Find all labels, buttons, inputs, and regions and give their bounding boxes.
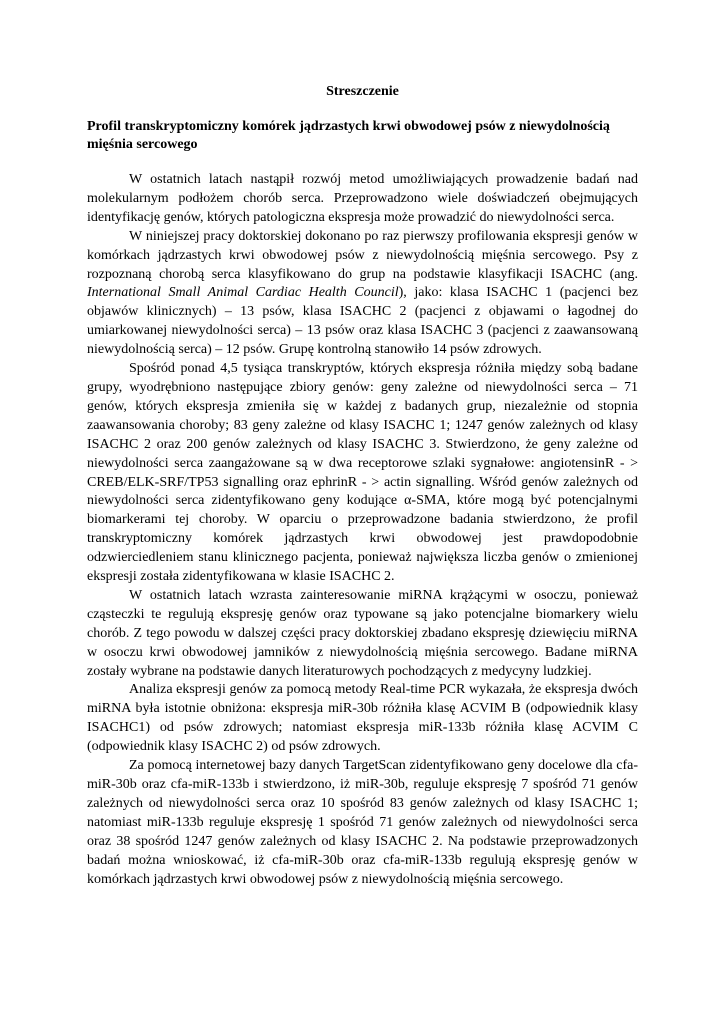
paragraph-methods-italic-term: International Small Animal Cardiac Health Council: [87, 285, 399, 301]
section-heading: Streszczenie: [326, 84, 399, 99]
document-page: [87, 83, 638, 889]
paragraph-intro: W ostatnich latach nastąpił rozwój metod umożliwiających prowadzenie badań nad molekularnym podłożem chorób serca. Przeprowadzono wiele doświadczeń obejmujących identyfikację genów, których patologiczna ekspresja może prowadzić do niewydolności serca.: [87, 172, 638, 225]
thesis-title: Profil transkryptomiczny komórek jądrzastych krwi obwodowej psów z niewydolnością mięśnia sercowego: [87, 119, 610, 152]
paragraph-targetscan: Za pomocą internetowej bazy danych TargetScan zidentyfikowano geny docelowe dla cfa-miR-30b oraz cfa-miR-133b i stwierdzono, iż miR-30b, reguluje ekspresję 7 spośród 71 genów zależnych od niewydolności serca oraz 10 spośród 83 genów zależnych od klasy ISACHC 1; natomiast miR-133b reguluje ekspresję 1 spośród 71 genów zależnych od niewydolności serca oraz 38 spośród 1247 genów zależnych od klasy ISACHC 2. Na podstawie przeprowadzonych badań można wnioskować, iż cfa-miR-30b oraz cfa-miR-133b regulują ekspresję genów w komórkach jądrzastych krwi obwodowej psów z niewydolnością mięśnia sercowego.: [87, 758, 638, 887]
paragraph-methods-part-2: ), jako: klasa ISACHC 1 (pacjenci bez objawów klinicznych) – 13 psów, klasa ISACHC 2 (pacjenci z objawami o łagodnej do umiarkowanej niewydolności serca) – 13 psów oraz klasa ISACHC 3 (pacjenci z zaawansowaną niewydolnością serca) – 12 psów. Grupę kontrolną stanowiło 14 psów zdrowych.: [87, 285, 639, 358]
paragraph-results-genes: Spośród ponad 4,5 tysiąca transkryptów, których ekspresja różniła między sobą badane grupy, wyodrębniono następujące zbiory genów: geny zależne od niewydolności serca – 71 genów, których ekspresja zmieniła się w każdej z badanych grup, niezależnie od stopnia zaawansowania choroby; 83 geny zależne od klasy ISACHC 1; 1247 genów zależnych od klasy ISACHC 2 oraz 200 genów zależnych od klasy ISACHC 3. Stwierdzono, że geny zależne od niewydolności serca zaangażowane są w dwa receptorowe szlaki sygnałowe: angiotensinR - > CREB/ELK-SRF/TP53 signalling oraz ephrinR - > actin signalling. Wśród genów zależnych od niewydolności serca zidentyfikowano geny kodujące α-SMA, które mogą być potencjalnymi biomarkerami tej choroby. W oparciu o przeprowadzone badania stwierdzono, że profil transkryptomiczny komórek jądrzastych krwi obwodowej jest prawdopodobnie odzwierciedleniem stanu klinicznego pacjenta, ponieważ największa liczba genów o zmienionej ekspresji została zidentyfikowana w klasie ISACHC 2.: [87, 361, 638, 585]
paragraph-methods: [87, 228, 638, 360]
paragraph-pcr-analysis: Analiza ekspresji genów za pomocą metody Real-time PCR wykazała, że ekspresja dwóch miRNA była istotnie obniżona: ekspresja miR-30b różniła klasę ACVIM B (odpowiednik klasy ISACHC1) od psów zdrowych; natomiast ekspresja miR-133b różniła klasę ACVIM C (odpowiednik klasy ISACHC 2) od psów zdrowych.: [87, 682, 638, 755]
paragraph-mirna-intro: W ostatnich latach wzrasta zainteresowanie miRNA krążącymi w osoczu, ponieważ cząsteczki te regulują ekspresję genów oraz typowane są jako potencjalne biomarkery wielu chorób. Z tego powodu w dalszej części pracy doktorskiej zbadano ekspresję dziewięciu miRNA w osoczu krwi obwodowej jamników z niewydolnością mięśnia sercowego. Badane miRNA zostały wybrane na podstawie danych literaturowych pochodzących z medycyny ludzkiej.: [87, 587, 638, 679]
paragraph-methods-part-1: W niniejszej pracy doktorskiej dokonano po raz pierwszy profilowania ekspresji genów w komórkach jądrzastych krwi obwodowej psów z niewydolnością mięśnia sercowego. Psy z rozpoznaną chorobą serca klasyfikowano do grup na podstawie klasyfikacji ISACHC (ang.: [87, 228, 638, 282]
